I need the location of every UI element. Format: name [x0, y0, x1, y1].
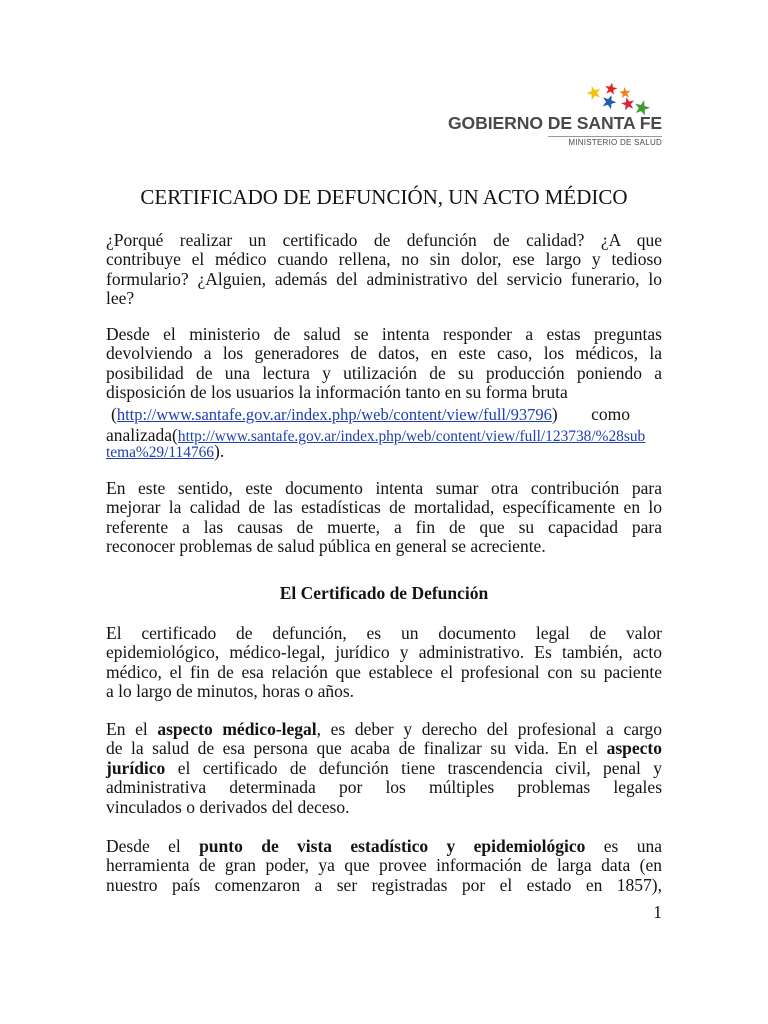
close-paren: ) — [551, 404, 558, 424]
paragraph-3-line-4: reconocer problemas de salud pública en general se acreciente. — [106, 536, 546, 557]
paragraph-6-line-2: herramienta de gran poder, ya que provee información de larga data (en — [106, 855, 662, 876]
paragraph-6-line-3: nuestro país comenzaron a ser registradas por el estado en 1857), — [106, 874, 662, 895]
emphasis-juridico: jurídico — [106, 757, 166, 778]
raw-source-link-group — [111, 404, 558, 425]
paragraph-6 — [106, 837, 662, 895]
paragraph-5-line-2 — [106, 739, 662, 758]
analyzed-data-link-part-1[interactable]: http://www.santafe.gov.ar/index.php/web/content/view/full/123738/%28sub — [177, 428, 646, 445]
text-segment: es una — [585, 836, 662, 856]
raw-data-link[interactable]: http://www.santafe.gov.ar/index.php/web/content/view/full/93796 — [116, 405, 552, 424]
paragraph-1-line-4: lee? — [106, 288, 135, 309]
paragraph-5-line-5: vinculados o derivados del deceso. — [106, 796, 350, 817]
paragraph-3-line-3: referente a las causas de muerte, a fin de que su capacidad para — [106, 516, 662, 537]
emphasis-medico-legal: aspecto médico-legal — [157, 719, 317, 739]
paragraph-1-line-1: ¿Porqué realizar un certificado de defunción de calidad? ¿A que — [106, 230, 662, 250]
page-number: 1 — [653, 902, 662, 922]
closing-punctuation: ). — [214, 441, 225, 461]
logo-title: GOBIERNO DE SANTA FE — [447, 113, 662, 133]
paragraph-5-line-1 — [106, 720, 662, 739]
emphasis-aspecto: aspecto — [606, 738, 662, 759]
blue-star-icon — [600, 93, 618, 111]
red-star-icon — [604, 82, 618, 96]
logo-subtitle: MINISTERIO DE SALUD — [568, 138, 662, 147]
emphasis-estadistico: punto de vista estadístico y epidemiológico — [199, 836, 586, 856]
logo-divider — [548, 136, 662, 137]
orange-star-icon — [619, 87, 631, 99]
section-heading: El Certificado de Defunción — [279, 583, 489, 603]
paragraph-4-line-1: El certificado de defunción, es un documento legal de valor — [106, 623, 662, 643]
text-segment: , es deber y derecho del profesional a cargo — [316, 719, 662, 739]
paragraph-4-line-2: epidemiológico, médico-legal, jurídico y administrativo. Es también, acto — [106, 642, 662, 663]
paragraph-2-line-2: devolviendo a los generadores de datos, en este caso, los médicos, la — [106, 343, 662, 364]
text-segment: el certificado de defunción tiene trascendencia civil, penal y — [165, 757, 662, 778]
paragraph-4-line-4: a lo largo de minutos, horas o años. — [106, 681, 355, 702]
raw-data-source-line — [106, 404, 630, 424]
paragraph-5-line-4: administrativa determinada por los múltiples problemas legales — [106, 777, 662, 798]
paragraph-6-line-1 — [106, 837, 662, 856]
analyzed-data-source-line-2 — [106, 442, 662, 460]
paragraph-3-line-2: mejorar la calidad de las estadísticas de mortalidad, específicamente en lo — [106, 497, 662, 518]
text-segment: Desde el — [106, 836, 200, 856]
paragraph-2 — [106, 325, 662, 403]
paragraph-2-line-4: disposición de los usuarios la información tanto en su forma bruta — [106, 382, 568, 403]
text-segment: En el — [106, 719, 158, 739]
paragraph-3 — [106, 479, 662, 557]
paragraph-2-line-3: posibilidad de una lectura y utilización de su producción poniendo a — [106, 362, 662, 383]
paragraph-2-line-1: Desde el ministerio de salud se intenta responder a estas preguntas — [106, 324, 662, 344]
paragraph-4-line-3: médico, el fin de esa relación que establece el profesional con su paciente — [106, 661, 662, 682]
paragraph-1-line-2: contribuye el médico cuando rellena, no sin dolor, ese largo y tedioso — [106, 249, 662, 270]
paragraph-4 — [106, 624, 662, 702]
paragraph-5-line-3 — [106, 759, 662, 778]
crimson-star-icon — [620, 96, 636, 111]
paragraph-1-line-3: formulario? ¿Alguien, además del administrativo del servicio funerario, lo — [106, 268, 662, 289]
como-word: como — [591, 404, 630, 424]
paragraph-5 — [106, 720, 662, 817]
yellow-star-icon — [585, 84, 603, 101]
paragraph-1 — [106, 231, 662, 309]
open-paren: ( — [111, 404, 117, 424]
document-title: CERTIFICADO DE DEFUNCIÓN, UN ACTO MÉDICO — [140, 185, 628, 209]
analyzed-data-link-part-2[interactable]: tema%29/114766 — [106, 444, 214, 461]
analizada-word: analizada( — [106, 425, 178, 445]
text-segment: de la salud de esa persona que acaba de finalizar su vida. En el — [106, 738, 607, 759]
paragraph-3-line-1: En este sentido, este documento intenta sumar otra contribución para — [106, 478, 662, 498]
